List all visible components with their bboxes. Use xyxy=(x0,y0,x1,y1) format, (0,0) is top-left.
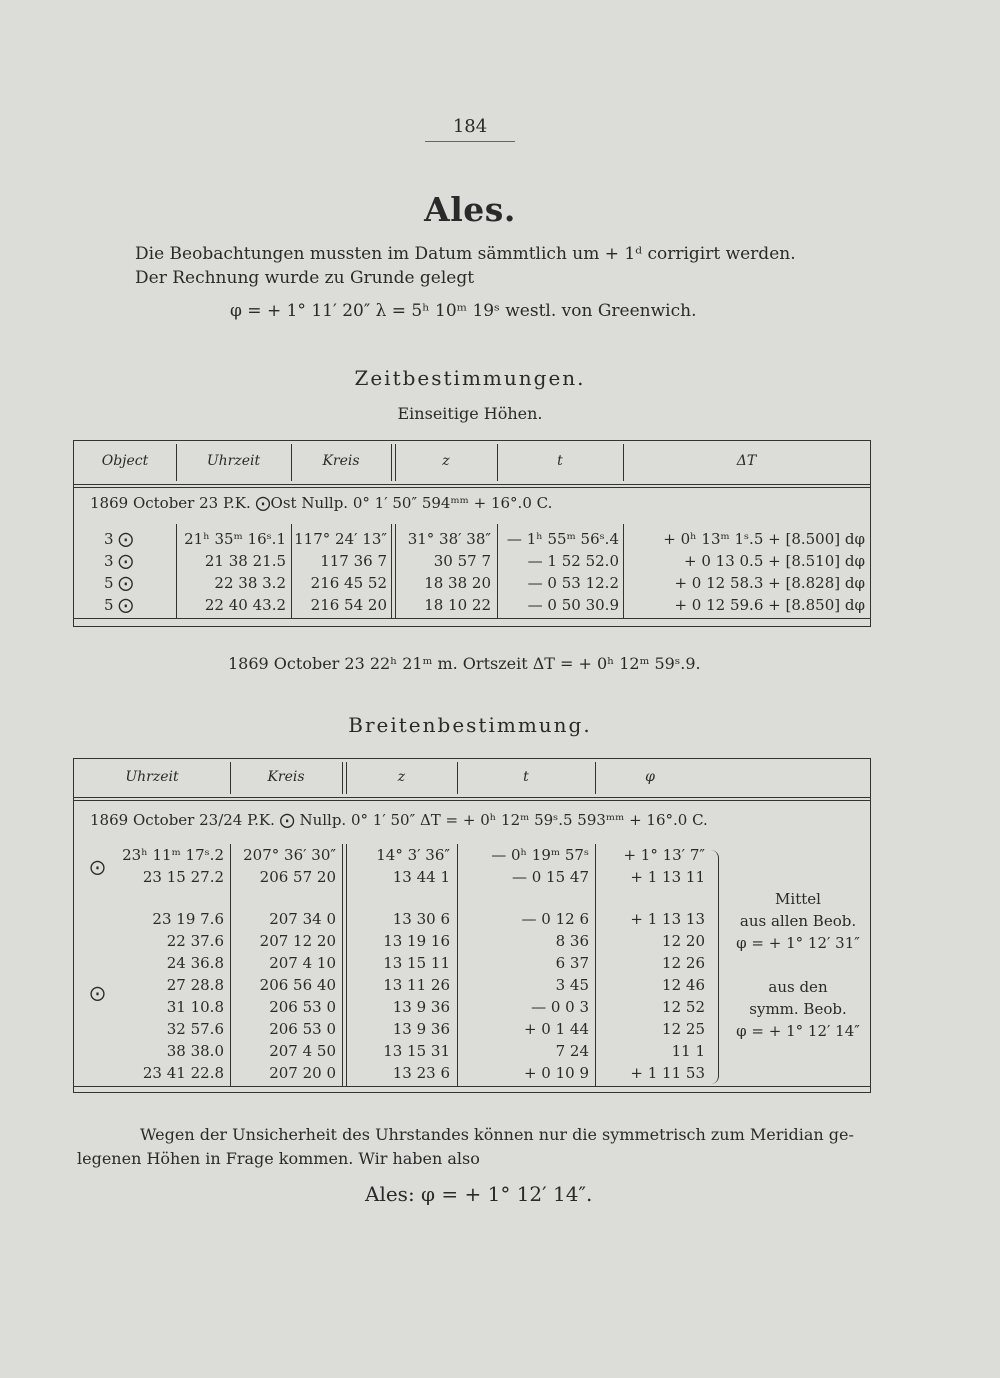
zeit-cell-object-2: 3 ⨀ xyxy=(104,552,134,570)
zeit-cell-delta-t-1: + 0ʰ 13ᵐ 1ˢ.5 + [8.500] dφ xyxy=(663,530,865,548)
breite-cell-z-4: 13 19 16 xyxy=(383,932,450,950)
zeit-cell-t-3: — 0 53 12.2 xyxy=(527,574,619,592)
breite-cell-t-9: 7 24 xyxy=(555,1042,589,1060)
breite-cell-uhrzeit-4: 22 37.6 xyxy=(166,932,224,950)
breite-header-t: t xyxy=(523,769,529,785)
breite-cell-phi-3: + 1 13 13 xyxy=(630,910,705,928)
breite-header-phi: φ xyxy=(645,769,655,785)
zeit-cell-uhrzeit-1: 21ʰ 35ᵐ 16ˢ.1 xyxy=(184,530,286,548)
breite-sun-symbol-2: ⨀ xyxy=(90,984,105,1002)
breite-cell-z-8: 13 9 36 xyxy=(392,1020,450,1038)
final-result: Ales: φ = + 1° 12′ 14″. xyxy=(365,1182,593,1206)
zeit-heading: Zeitbestimmungen. xyxy=(354,366,586,390)
breite-cell-phi-10: + 1 11 53 xyxy=(630,1064,705,1082)
breite-cell-z-1: 14° 3′ 36″ xyxy=(376,846,450,864)
breite-cell-phi-4: 12 20 xyxy=(662,932,705,950)
mittel-symm-label-2: symm. Beob. xyxy=(749,1000,847,1018)
breite-cell-kreis-7: 206 53 0 xyxy=(269,998,336,1016)
breite-cell-t-5: 6 37 xyxy=(555,954,589,972)
zeit-cell-t-1: — 1ʰ 55ᵐ 56ˢ.4 xyxy=(506,530,619,548)
breite-cell-t-7: — 0 0 3 xyxy=(531,998,589,1016)
breite-cell-t-2: — 0 15 47 xyxy=(511,868,589,886)
breite-cell-phi-7: 12 52 xyxy=(662,998,705,1016)
zeit-cell-z-3: 18 38 20 xyxy=(424,574,491,592)
zeit-header-object: Object xyxy=(101,453,149,469)
zeit-cell-t-4: — 0 50 30.9 xyxy=(527,596,619,614)
zeit-cell-uhrzeit-3: 22 38 3.2 xyxy=(214,574,286,592)
mittel-label: Mittel xyxy=(775,890,821,908)
breite-cell-t-4: 8 36 xyxy=(555,932,589,950)
breite-cell-phi-5: 12 26 xyxy=(662,954,705,972)
breite-cell-z-5: 13 15 11 xyxy=(383,954,450,972)
breite-cell-phi-8: 12 25 xyxy=(662,1020,705,1038)
zeit-cell-object-1: 3 ⨀ xyxy=(104,530,134,548)
breite-cell-phi-1: + 1° 13′ 7″ xyxy=(623,846,705,864)
breite-cell-kreis-9: 207 4 50 xyxy=(269,1042,336,1060)
breite-cell-z-10: 13 23 6 xyxy=(392,1064,450,1082)
intro-coordinates: φ = + 1° 11′ 20″ λ = 5ʰ 10ᵐ 19ˢ westl. von Greenwich. xyxy=(230,301,697,321)
breite-cell-kreis-1: 207° 36′ 30″ xyxy=(243,846,336,864)
breite-cell-kreis-6: 206 56 40 xyxy=(259,976,336,994)
zeit-cell-delta-t-4: + 0 12 59.6 + [8.850] dφ xyxy=(674,596,865,614)
intro-line-1: Die Beobachtungen mussten im Datum sämmtlich um + 1ᵈ corrigirt werden. xyxy=(135,244,796,264)
closing-line-2: legenen Höhen in Frage kommen. Wir haben also xyxy=(77,1149,480,1168)
zeit-cell-kreis-3: 216 45 52 xyxy=(310,574,387,592)
zeit-header-t: t xyxy=(557,453,563,469)
zeit-table xyxy=(73,440,871,627)
breite-cell-uhrzeit-9: 38 38.0 xyxy=(166,1042,224,1060)
zeit-info-row: 1869 October 23 P.K. ⨀Ost Nullp. 0° 1′ 50″ 594ᵐᵐ + 16°.0 C. xyxy=(90,494,553,512)
breite-cell-z-7: 13 9 36 xyxy=(392,998,450,1016)
mittel-symm-label-1: aus den xyxy=(768,978,828,996)
breite-cell-z-9: 13 15 31 xyxy=(383,1042,450,1060)
breite-cell-z-2: 13 44 1 xyxy=(392,868,450,886)
zeit-result: 1869 October 23 22ʰ 21ᵐ m. Ortszeit ΔT = + 0ʰ 12ᵐ 59ˢ.9. xyxy=(228,654,701,673)
breite-header-kreis: Kreis xyxy=(267,769,305,785)
breite-cell-uhrzeit-5: 24 36.8 xyxy=(166,954,224,972)
breite-cell-z-3: 13 30 6 xyxy=(392,910,450,928)
breite-sun-symbol-1: ⨀ xyxy=(90,858,105,876)
breite-heading: Breitenbestimmung. xyxy=(348,713,592,737)
breite-cell-kreis-10: 207 20 0 xyxy=(269,1064,336,1082)
breite-cell-phi-9: 11 1 xyxy=(671,1042,705,1060)
zeit-cell-uhrzeit-2: 21 38 21.5 xyxy=(204,552,286,570)
intro-line-2: Der Rechnung wurde zu Grunde gelegt xyxy=(135,268,475,288)
mittel-symm-value: φ = + 1° 12′ 14″ xyxy=(736,1022,860,1040)
breite-cell-t-10: + 0 10 9 xyxy=(523,1064,589,1082)
zeit-cell-t-2: — 1 52 52.0 xyxy=(527,552,619,570)
zeit-header-kreis: Kreis xyxy=(322,453,360,469)
zeit-cell-z-4: 18 10 22 xyxy=(424,596,491,614)
zeit-cell-uhrzeit-4: 22 40 43.2 xyxy=(204,596,286,614)
zeit-subheading: Einseitige Höhen. xyxy=(397,404,543,423)
breite-cell-uhrzeit-7: 31 10.8 xyxy=(166,998,224,1016)
breite-cell-t-8: + 0 1 44 xyxy=(523,1020,589,1038)
breite-cell-uhrzeit-2: 23 15 27.2 xyxy=(142,868,224,886)
breite-cell-kreis-5: 207 4 10 xyxy=(269,954,336,972)
closing-line-1: Wegen der Unsicherheit des Uhrstandes können nur die symmetrisch zum Meridian ge- xyxy=(140,1125,854,1144)
zeit-header-z: z xyxy=(442,453,450,469)
breite-cell-t-3: — 0 12 6 xyxy=(521,910,589,928)
breite-cell-kreis-3: 207 34 0 xyxy=(269,910,336,928)
zeit-cell-delta-t-3: + 0 12 58.3 + [8.828] dφ xyxy=(674,574,865,592)
zeit-header-uhrzeit: Uhrzeit xyxy=(206,453,261,469)
breite-cell-uhrzeit-3: 23 19 7.6 xyxy=(152,910,224,928)
breite-cell-kreis-4: 207 12 20 xyxy=(259,932,336,950)
zeit-cell-object-4: 5 ⨀ xyxy=(104,596,134,614)
zeit-cell-kreis-1: 117° 24′ 13″ xyxy=(294,530,387,548)
breite-cell-phi-2: + 1 13 11 xyxy=(630,868,705,886)
mittel-all-value: φ = + 1° 12′ 31″ xyxy=(736,934,860,952)
breite-cell-uhrzeit-6: 27 28.8 xyxy=(166,976,224,994)
breite-cell-t-6: 3 45 xyxy=(555,976,589,994)
zeit-cell-delta-t-2: + 0 13 0.5 + [8.510] dφ xyxy=(684,552,865,570)
zeit-header-delta-t: ΔT xyxy=(736,453,757,469)
mittel-all-label: aus allen Beob. xyxy=(739,912,857,930)
breite-cell-phi-6: 12 46 xyxy=(662,976,705,994)
phi-bracket xyxy=(710,850,719,1084)
zeit-cell-kreis-2: 117 36 7 xyxy=(320,552,387,570)
breite-cell-t-1: — 0ʰ 19ᵐ 57ˢ xyxy=(491,846,589,864)
page-number: 184 xyxy=(452,116,488,137)
zeit-cell-z-2: 30 57 7 xyxy=(433,552,491,570)
zeit-cell-z-1: 31° 38′ 38″ xyxy=(407,530,491,548)
breite-cell-kreis-2: 206 57 20 xyxy=(259,868,336,886)
breite-cell-uhrzeit-8: 32 57.6 xyxy=(166,1020,224,1038)
zeit-cell-kreis-4: 216 54 20 xyxy=(310,596,387,614)
breite-header-uhrzeit: Uhrzeit xyxy=(125,769,179,785)
breite-cell-z-6: 13 11 26 xyxy=(383,976,450,994)
breite-table xyxy=(73,758,871,1093)
breite-cell-kreis-8: 206 53 0 xyxy=(269,1020,336,1038)
breite-cell-uhrzeit-10: 23 41 22.8 xyxy=(142,1064,224,1082)
page-title: Ales. xyxy=(424,190,516,229)
breite-header-z: z xyxy=(397,769,406,785)
page-number-rule xyxy=(425,141,515,142)
zeit-cell-object-3: 5 ⨀ xyxy=(104,574,134,592)
breite-cell-uhrzeit-1: 23ʰ 11ᵐ 17ˢ.2 xyxy=(122,846,224,864)
breite-info-row: 1869 October 23/24 P.K. ⨀ Nullp. 0° 1′ 50″ ΔT = + 0ʰ 12ᵐ 59ˢ.5 593ᵐᵐ + 16°.0 C. xyxy=(90,811,708,829)
